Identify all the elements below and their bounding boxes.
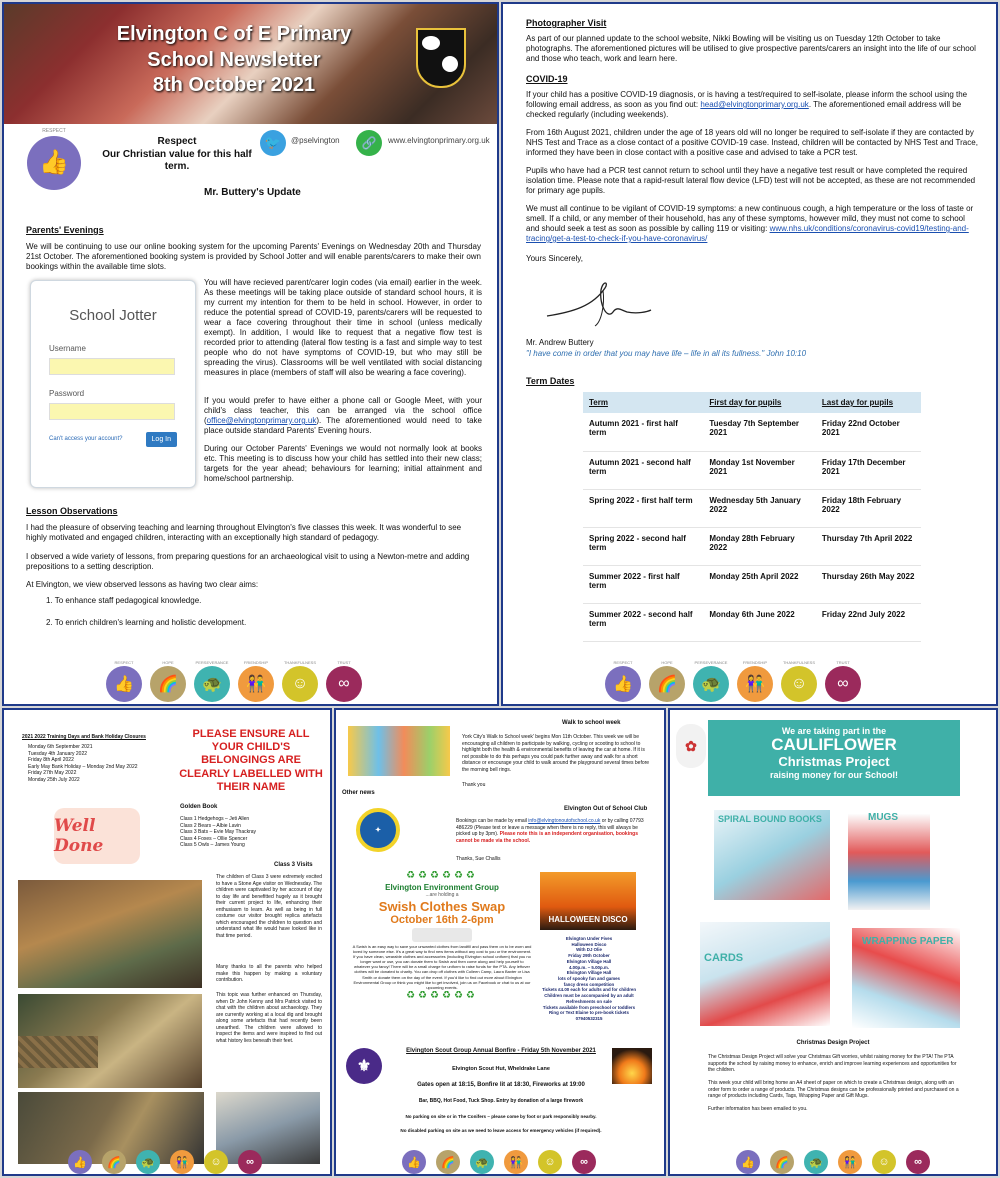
- parents-paragraph-4: During our October Parents' Evenings we would not normally look at books etc. This meeting is to discuss how your child has settled into their new class; targets for the year ahead; behaviours for learning; initial attainment and home/school partnership.: [204, 444, 482, 483]
- clothes-swap-logo: [412, 928, 472, 942]
- respect-icon: 👍: [68, 1150, 92, 1174]
- title-line-1: Elvington C of E Primary: [116, 23, 352, 45]
- value-label-friendship: FRIENDSHIP: [243, 660, 269, 665]
- table-row: [583, 603, 921, 641]
- class3-paragraph-2: Many thanks to all the parents who helped make this happen by making a voluntary contribution.: [216, 964, 322, 983]
- first-day-cell: Wednesday 5th January 2022: [703, 489, 816, 527]
- list-item: 07940532315: [575, 1016, 603, 1022]
- list-item: Children must be accompanied by an adult: [544, 993, 634, 999]
- values-row-small: [736, 1150, 930, 1174]
- friendship-icon: 👫: [238, 666, 274, 702]
- parents-evenings-heading: Parents' Evenings: [26, 225, 104, 235]
- other-news-label: Other news: [342, 790, 375, 796]
- class3-heading: Class 3 Visits: [274, 862, 313, 868]
- training-days-heading: 2021 2022 Training Days and Bank Holiday Closures: [22, 734, 146, 740]
- list-item: Class 1 Hedgehogs – Jeti Allen: [180, 816, 250, 822]
- list-item: Early May Bank Holiday – Monday 2nd May 2022: [28, 763, 138, 770]
- class3-paragraph-3: This topic was further enhanced on Thursday, when Dr John Kenny and Mrs Patrick visited to chat with the children about archaeology. They are currently working at a local dig and brought along some artefacts that had recently been unearthed. The children were allowed to inspect the items and were inspired to find out what history lies beneath their feet.: [216, 992, 322, 1044]
- list-item: Friday 29th October: [568, 953, 610, 959]
- scout-bonfire-heading: Elvington Scout Group Annual Bonfire - Friday 5th November 2021: [406, 1048, 596, 1054]
- list-item: Class 5 Owls – James Young: [180, 842, 245, 848]
- newsletter-page-4: [334, 708, 666, 1176]
- first-day-cell: Tuesday 7th September 2021: [703, 413, 816, 451]
- value-label-thankfulness: THANKFULNESS: [782, 660, 815, 665]
- ooc-text: [456, 818, 652, 844]
- newsletter-title: [44, 22, 424, 99]
- last-day-cell: Friday 22nd October 2021: [816, 413, 921, 451]
- lessons-paragraph-1: I had the pleasure of observing teaching and learning throughout Elvington's five classes this week. It was wonderful to see highly motivated and engaged children, interacting with an exceptionally high standard of pedagogy.: [26, 523, 462, 542]
- value-label-thankfulness: THANKFULNESS: [283, 660, 316, 665]
- ooc-email-link[interactable]: info@elvingtonoutofschool.co.uk: [528, 818, 601, 824]
- value-label-friendship: FRIENDSHIP: [742, 660, 768, 665]
- term-cell: Spring 2022 - second half term: [583, 527, 703, 565]
- disco-details: [534, 936, 644, 1022]
- aim-2: 2. To enrich children's learning and holistic development.: [46, 618, 247, 627]
- list-item: Class 4 Foxes – Ollie Spencer: [180, 835, 248, 842]
- cards-image: [700, 922, 830, 1026]
- login-button[interactable]: Log In: [146, 432, 177, 447]
- website-link[interactable]: www.elvingtonprimary.org.uk: [388, 136, 490, 145]
- trust-icon: ∞: [825, 666, 861, 702]
- value-label-trust: TRUST: [836, 660, 850, 665]
- photographer-text: As part of our planned update to the school website, Nikki Bowling will be visiting us on Tuesday 12th October to take photographs. The aforementioned pictures will be utilised to give prospective parents/carers an insight into the life of our school and those who teach, work and learn here.: [526, 34, 976, 63]
- parents-paragraph-3: [204, 396, 482, 436]
- header-banner: [4, 4, 497, 124]
- list-item: Ring or Text Elaine to pre-book tickets: [549, 1010, 629, 1016]
- signoff-name: Mr. Andrew Buttery: [526, 338, 594, 347]
- last-day-cell: Thursday 26th May 2022: [816, 565, 921, 603]
- scout-no-parking: No parking on site or in The Conifers – please come by foot or park responsibly nearby.: [405, 1114, 597, 1119]
- covid-heading: COVID-19: [526, 74, 568, 84]
- spiral-books-label: SPIRAL BOUND BOOKS: [718, 814, 822, 824]
- link-icon[interactable]: 🔗: [356, 130, 382, 156]
- cauliflower-line-4: raising money for our School!: [769, 769, 898, 780]
- covid-paragraph-2: From 16th August 2021, children under the age of 18 years old will no longer be required to self-isolate if they are contacted by NHS Test and Trace as a close contact of a positive COVID-19 case. Instead, children will be contacted by NHS Test and Trace, informed they have been in close contact with a positive case and advised to take a PCR test.: [526, 128, 978, 157]
- signoff-quote: "I have come in order that you may have life – life in all its fullness." John 10:10: [526, 349, 807, 358]
- list-item: Friday 27th May 2022: [28, 770, 77, 776]
- ooc-notice: Please note this is an independent organisation, bookings cannot be made via the school.: [456, 831, 638, 844]
- office-email-link[interactable]: office@elvingtonprimary.org.uk: [206, 416, 317, 425]
- first-day-cell: Monday 6th June 2022: [703, 603, 816, 641]
- perseverance-icon: 🐢: [470, 1150, 494, 1174]
- walk-to-school-text: York City's Walk to School week' begins Mon 11th October. This week we will be encouraging all children to participate by walking, cycling or scooting to school to highlight both the health & environmental benefits of leaving the car at home. If it is not possible to do this perhaps you could park further away and walk for a short distance or encourage your child to walk around the playground several times before the morning bell rings.: [462, 734, 650, 773]
- lesson-observations-heading: Lesson Observations: [26, 506, 118, 516]
- out-of-school-club-logo: ✦: [356, 808, 400, 852]
- list-item: Halloween Disco: [571, 941, 607, 947]
- col-header-first-day: First day for pupils: [703, 392, 816, 413]
- scout-bar: Bar, BBQ, Hot Food, Tuck Shop. Entry by donation of a large firework: [418, 1098, 584, 1104]
- golden-book-list: [180, 816, 256, 849]
- class3-paragraph-1: The children of Class 3 were extremely excited to have a Stone Age visitor on Wednesday. The children were captivated by her account of day to day life and benefitted hugely as it brought their current project to life, enhancing their enthusiasm to learn. As well as being in full costume our visitor brought replica artefacts which encouraged the children to question and understand what life would have looked like in that time period.: [216, 874, 322, 939]
- swap-date: October 16th 2-6pm: [390, 913, 494, 926]
- mugs-label: MUGS: [868, 812, 898, 823]
- thankfulness-icon: ☺: [204, 1150, 228, 1174]
- respect-badge-label: RESPECT: [42, 128, 66, 134]
- cauliflower-line-1: We are taking part in the: [781, 726, 887, 736]
- swap-title: Swish Clothes Swap: [378, 898, 506, 914]
- golden-book-heading: Golden Book: [180, 804, 218, 810]
- hope-icon: 🌈: [102, 1150, 126, 1174]
- covid-p1-end: . The aforementioned email address will be checked regularly (including weekends).: [526, 100, 962, 119]
- trust-icon: ∞: [906, 1150, 930, 1174]
- class-photo-1: [18, 880, 202, 988]
- cauliflower-banner: [708, 720, 960, 796]
- table-row: [583, 489, 921, 527]
- photographer-heading: Photographer Visit: [526, 18, 607, 28]
- walking-children-image: [348, 726, 450, 776]
- list-item: Class 2 Bears – Albie Lavin: [180, 822, 241, 829]
- list-item: Friday 8th April 2022: [28, 757, 74, 763]
- list-item: With DJ Olie: [576, 947, 602, 953]
- respect-icon: 👍: [605, 666, 641, 702]
- term-dates-table: [583, 392, 921, 642]
- friendship-icon: 👫: [504, 1150, 528, 1174]
- respect-badge: [24, 128, 84, 190]
- hope-icon: 🌈: [436, 1150, 460, 1174]
- perseverance-icon: 🐢: [693, 666, 729, 702]
- col-header-last-day: Last day for pupils: [816, 392, 921, 413]
- signature-image: [543, 276, 653, 336]
- hope-icon: 🌈: [770, 1150, 794, 1174]
- list-item: Refreshments on sale: [566, 998, 612, 1004]
- school-jotter-login: [30, 280, 196, 488]
- scout-gates: Gates open at 18:15, Bonfire lit at 18:30, Fireworks at 19:00: [417, 1082, 585, 1088]
- scout-logo-icon: ⚜: [346, 1048, 382, 1084]
- list-item: Monday 6th September 2021: [28, 744, 93, 750]
- scout-venue: Elvington Scout Hut, Wheldrake Lane: [452, 1066, 550, 1072]
- password-label: Password: [49, 389, 85, 398]
- halloween-disco-banner: [540, 872, 636, 930]
- list-item: lots of spooky fun and games: [558, 976, 620, 982]
- col-header-term: Term: [583, 392, 703, 413]
- list-item: Tuesday 4th January 2022: [28, 750, 88, 757]
- values-row: [605, 660, 861, 702]
- parents-p3-start: If you would prefer to have either a phone call or Google Meet, with your child's class teacher, this can be arranged via the school office (: [204, 396, 482, 425]
- value-block: [102, 136, 252, 174]
- trust-icon: ∞: [326, 666, 362, 702]
- values-row: [106, 660, 362, 702]
- list-item: fancy dress competition: [563, 981, 615, 987]
- value-title: Respect: [157, 136, 197, 147]
- ooc-text-end: or by calling 07793 486229 (Please text or leave a message when there is no reply, this will always be picked up by 3pm).: [456, 818, 644, 837]
- swap-group: Elvington Environment Group: [385, 883, 499, 892]
- respect-icon: 👍: [106, 666, 142, 702]
- covid-p4-start: We must all continue to be vigilant of COVID-19 symptoms: a new continuous cough, a high temperature or the loss of taste or smell. If a child, or any member of their household, has any of these symptoms, however mild, they must not come to school and should seek a test as soon as possible by calling 119 or visiting:: [526, 204, 974, 233]
- friendship-icon: 👫: [170, 1150, 194, 1174]
- username-input[interactable]: [49, 358, 175, 375]
- wrapping-paper-label: WRAPPING PAPER: [862, 936, 954, 947]
- newsletter-page-3: [2, 708, 332, 1176]
- username-label: Username: [49, 344, 86, 353]
- out-of-school-club-heading: Elvington Out of School Club: [564, 806, 648, 812]
- swap-description: A Swish is an easy way to save your unwanted clothes from landfill and pass them on to be worn and loved by someone else. It's a great way to find new items without any cost to you or the environment. If you have clean, wearable clothes and accessories (including Elvington school uniform) that you no longer want or use, you can donate them to Swish and then come along and help yourself to whatever you fancy! There will be a small charge for uniform to raise funds for the PTA. Any leftover clothes will be donated to charity. You can drop off clothes with Colleen Camp, Laura Baxter or Lisa Smith or donate them on the day of the event. If you'd like to find out more about Elvington Environmental Group or think you might like to get involved, join us on Facebook or chat to us at our upcoming events.: [352, 943, 532, 990]
- thankfulness-icon: ☺: [781, 666, 817, 702]
- values-row-small: [402, 1150, 596, 1174]
- password-input[interactable]: [49, 403, 175, 420]
- list-item: Elvington Under Fives: [565, 936, 613, 941]
- perseverance-icon: 🐢: [194, 666, 230, 702]
- newsletter-page-5: [668, 708, 998, 1176]
- twitter-handle[interactable]: @pselvington: [291, 136, 340, 145]
- spiral-books-image: [714, 810, 830, 900]
- swap-holding: ...are holding a: [425, 892, 459, 898]
- value-label-hope: HOPE: [661, 660, 673, 665]
- scout-disabled-parking: No disabled parking on site as we need to leave access for emergency vehicles (if required).: [400, 1128, 602, 1133]
- thankfulness-icon: ☺: [282, 666, 318, 702]
- cards-label: CARDS: [704, 952, 744, 964]
- value-label-respect: RESPECT: [613, 660, 633, 665]
- thankfulness-icon: ☺: [872, 1150, 896, 1174]
- term-dates-heading: Term Dates: [526, 376, 575, 386]
- term-cell: Spring 2022 - first half term: [583, 489, 703, 527]
- covid-paragraph-3: Pupils who have had a PCR test cannot return to school until they have a negative test result or have completed the required isolation time. Please note that a rapid-result lateral flow device (LFD) test will not be accepted, as these are not recommended for primary age pupils.: [526, 166, 976, 195]
- parents-p3-end: ). The aforementioned would need to take place outside standard Parents' Evening hours.: [204, 416, 482, 435]
- first-day-cell: Monday 25th April 2022: [703, 565, 816, 603]
- walk-thanks: Thank you: [462, 782, 486, 788]
- values-row-small: [68, 1150, 262, 1174]
- first-day-cell: Monday 28th February 2022: [703, 527, 816, 565]
- last-day-cell: Thursday 7th April 2022: [816, 527, 921, 565]
- wrapping-paper-image: [852, 928, 960, 1028]
- covid-p1-start: If your child has a positive COVID-19 diagnosis, or is having a test/required to self-isolate, please inform the school using the following email address, as soon as you find out:: [526, 90, 968, 109]
- list-item: Tickets £4.00 each for adults and for children: [541, 987, 637, 993]
- recycle-icons: ♻♻♻♻♻♻: [406, 870, 478, 881]
- friendship-icon: 👫: [838, 1150, 862, 1174]
- disco-title: HALLOWEEN DISCO: [548, 915, 628, 924]
- value-label-perseverance: PERSEVERANCE: [694, 660, 728, 665]
- aim-1: 1. To enhance staff pedagogical knowledge.: [46, 596, 202, 605]
- recycle-icons: ♻♻♻♻♻♻: [406, 990, 478, 1002]
- value-label-hope: HOPE: [162, 660, 174, 665]
- list-item: Elvington Village Hall: [566, 958, 612, 964]
- term-cell: Autumn 2021 - second half term: [583, 451, 703, 489]
- forgot-account-link[interactable]: Can't access your account?: [49, 435, 123, 442]
- covid-paragraph-4: [526, 204, 978, 244]
- table-row: [583, 451, 921, 489]
- cauliflower-mascot-icon: ✿: [676, 724, 706, 768]
- walk-to-school-heading: Walk to school week: [562, 720, 621, 726]
- mugs-image: [848, 814, 930, 910]
- lessons-paragraph-2: I observed a wide variety of lessons, from preparing questions for an archaeological visit to using a Newton-metre and adding prepositions to a setting description.: [26, 552, 470, 571]
- well-done-text: Well Done: [54, 816, 104, 856]
- school-crest-icon: [416, 28, 466, 88]
- term-cell: Summer 2022 - second half term: [583, 603, 703, 641]
- christmas-design-heading: Christmas Design Project: [796, 1040, 870, 1046]
- trust-icon: ∞: [572, 1150, 596, 1174]
- ooc-thanks: Thanks, Sue Challis: [456, 856, 501, 862]
- friendship-icon: 👫: [737, 666, 773, 702]
- respect-icon: 👍: [736, 1150, 760, 1174]
- last-day-cell: Friday 17th December 2021: [816, 451, 921, 489]
- cauliflower-line-2: CAULIFLOWER: [771, 735, 897, 754]
- clothes-swap-flyer: [352, 870, 532, 1042]
- list-item: Elvington Village Hall: [566, 970, 612, 976]
- christmas-paragraph-1: The Christmas Design Project will solve your Christmas Gift worries, whilst raising money for the PTA! The PTA supports the school by raising money to enhance, enrich and improve learning experiences and opportunities for the children.: [708, 1054, 957, 1073]
- value-label-trust: TRUST: [337, 660, 351, 665]
- title-line-2: School Newsletter: [147, 48, 321, 71]
- well-done-sticker: [54, 808, 140, 864]
- hope-icon: 🌈: [150, 666, 186, 702]
- head-email-link[interactable]: head@elvingtonprimary.org.uk: [700, 100, 809, 109]
- title-line-3: 8th October 2021: [152, 74, 316, 97]
- last-day-cell: Friday 22nd July 2022: [816, 603, 921, 641]
- parents-paragraph-2: You will have recieved parent/carer login codes (via email) earlier in the week. As these meetings will be taking place outside of standard school hours, it is my current my intention for them to be held in school. However, in order to reduce the potential spread of COVID-19, parents/carers will be requested to wear a face covering throughout their time in school (unless medically exempt). In addition, I would like to request that a negative flow test is recorded prior to attending (lateral flow testing is a fast and simple way to test people who do not have symptoms of COVID-19, but who may still be spreading the virus). Classrooms will be well ventilated with social distancing measures in place (members of staff will also be wearing a face covering).: [204, 278, 482, 377]
- perseverance-icon: 🐢: [804, 1150, 828, 1174]
- value-label-respect: RESPECT: [114, 660, 134, 665]
- table-row: [583, 527, 921, 565]
- belongings-notice: PLEASE ENSURE ALL YOUR CHILD'S BELONGINGS ARE CLEARLY LABELLED WITH THEIR NAME: [179, 728, 323, 793]
- lessons-paragraph-3: At Elvington, we view observed lessons as having two clear aims:: [26, 580, 259, 589]
- value-label-perseverance: PERSEVERANCE: [195, 660, 229, 665]
- newsletter-page-1: [2, 2, 499, 706]
- last-day-cell: Friday 18th February 2022: [816, 489, 921, 527]
- table-row: [583, 565, 921, 603]
- ooc-text-start: Bookings can be made by email: [456, 818, 529, 824]
- nhs-test-link[interactable]: www.nhs.uk/conditions/coronavirus-covid19/testing-and-tracing/get-a-test-to-check-if-you-have-coronavirus/: [526, 224, 969, 243]
- cauliflower-line-3: Christmas Project: [778, 753, 890, 769]
- value-text: Our Christian value for this half term.: [102, 148, 252, 172]
- twitter-icon[interactable]: 🐦: [260, 130, 286, 156]
- list-item: Tickets available from preschool or toddlers: [542, 1004, 636, 1010]
- list-item: Class 3 Bats – Evie May Thackray: [180, 829, 257, 835]
- yours-sincerely: Yours Sincerely,: [526, 254, 583, 263]
- term-cell: Autumn 2021 - first half term: [583, 413, 703, 451]
- list-item: 4.00p.m. – 5.00p.m.: [568, 964, 610, 970]
- christmas-paragraph-2: This week your child will bring home an A4 sheet of paper on which to create a Christmas design, along with an order form to order a range of products. The Christmas designs can be professionally printed and purchased on a range of products including Cards, Tags, Wrapping Paper and Gift Mugs.: [708, 1080, 959, 1099]
- table-row: [583, 413, 921, 451]
- respect-icon: 👍: [402, 1150, 426, 1174]
- newsletter-page-2: [501, 2, 998, 706]
- bonfire-image: [612, 1048, 652, 1084]
- training-days-list: [28, 744, 138, 783]
- class-photo-3: [18, 1036, 98, 1068]
- christmas-paragraph-3: Further information has been emailed to you.: [708, 1106, 808, 1112]
- thankfulness-icon: ☺: [538, 1150, 562, 1174]
- parents-paragraph-1: We will be continuing to use our online booking system for the upcoming Parents' Evenings on Wednesday 20th and Thursday 21st October. The aforementioned booking system is provided by School Jotter and will enable parents/carers to make their own bookings within the available time slots.: [26, 242, 481, 271]
- trust-icon: ∞: [238, 1150, 262, 1174]
- covid-paragraph-1: [526, 90, 978, 120]
- hope-icon: 🌈: [649, 666, 685, 702]
- list-item: Monday 25th July 2022: [28, 776, 80, 783]
- update-title: Mr. Buttery's Update: [204, 187, 301, 198]
- first-day-cell: Monday 1st November 2021: [703, 451, 816, 489]
- thumbs-up-icon: 👍: [27, 136, 81, 190]
- jotter-title: School Jotter: [69, 307, 157, 324]
- term-cell: Summer 2022 - first half term: [583, 565, 703, 603]
- perseverance-icon: 🐢: [136, 1150, 160, 1174]
